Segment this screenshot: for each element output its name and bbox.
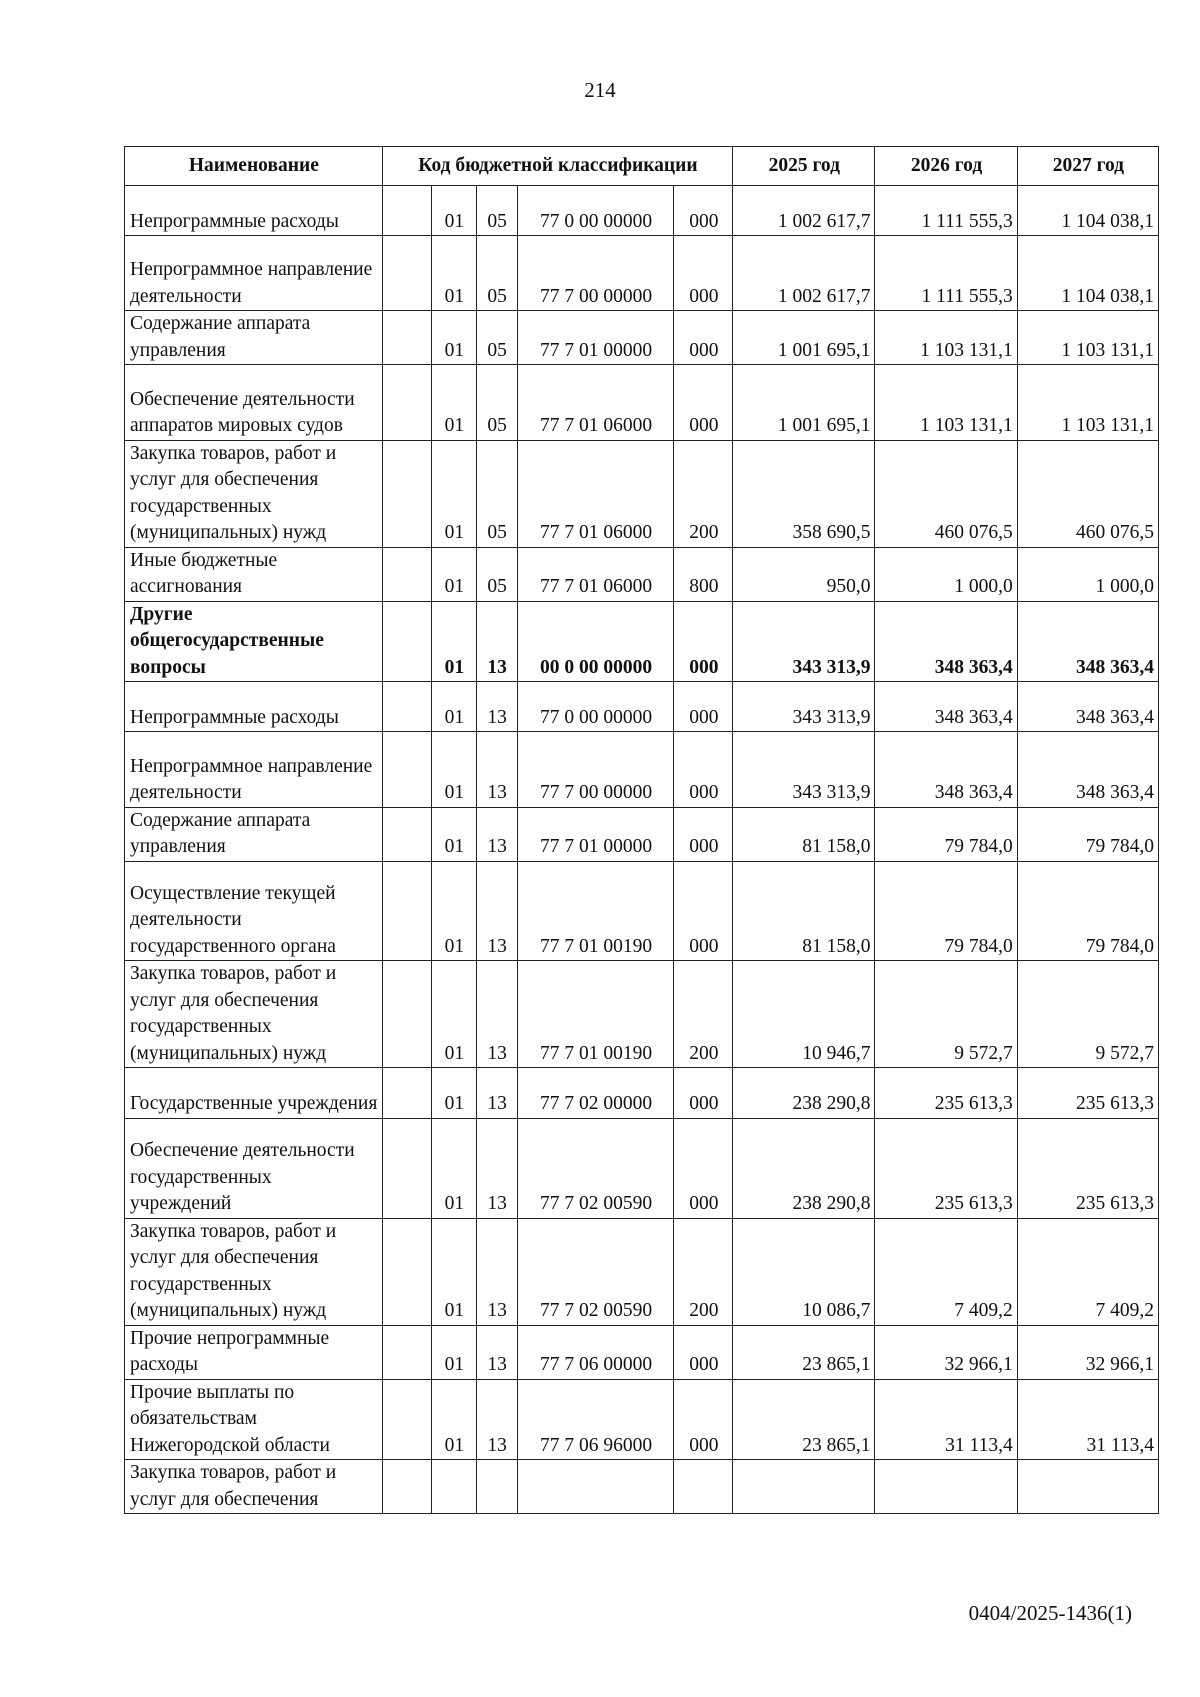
row-value-2025: 343 313,9 <box>733 732 875 807</box>
row-value-2025: 343 313,9 <box>733 682 875 732</box>
row-value-2027: 32 966,1 <box>1017 1325 1158 1379</box>
table-row <box>125 961 1159 1068</box>
row-blank-cell <box>382 186 431 236</box>
row-value-2026: 235 613,3 <box>875 1068 1017 1118</box>
row-value-2026: 1 103 131,1 <box>875 311 1017 365</box>
table-row <box>125 440 1159 547</box>
table-row <box>125 547 1159 601</box>
table-row <box>125 311 1159 365</box>
row-blank-cell <box>382 1379 431 1460</box>
row-value-2027: 31 113,4 <box>1017 1379 1158 1460</box>
row-expense-type: 000 <box>674 807 733 861</box>
row-value-2027: 348 363,4 <box>1017 732 1158 807</box>
budget-table <box>124 146 1159 1514</box>
row-target-article <box>517 1460 674 1514</box>
row-section-code: 01 <box>432 1068 476 1118</box>
row-target-article: 77 7 06 00000 <box>517 1325 674 1379</box>
row-value-2025: 81 158,0 <box>733 807 875 861</box>
row-name: Содержание аппарата управления <box>125 807 383 861</box>
row-expense-type: 000 <box>674 186 733 236</box>
row-value-2027: 9 572,7 <box>1017 961 1158 1068</box>
row-value-2025: 23 865,1 <box>733 1325 875 1379</box>
table-row <box>125 601 1159 682</box>
row-value-2027: 235 613,3 <box>1017 1118 1158 1218</box>
page-number: 214 <box>584 78 616 102</box>
row-name: Непрограммное направление деятельности <box>125 732 383 807</box>
row-name: Государственные учреждения <box>125 1068 383 1118</box>
row-value-2026: 348 363,4 <box>875 682 1017 732</box>
row-expense-type: 000 <box>674 682 733 732</box>
row-value-2027: 235 613,3 <box>1017 1068 1158 1118</box>
row-target-article: 77 7 02 00590 <box>517 1218 674 1325</box>
row-section-code: 01 <box>432 807 476 861</box>
row-blank-cell <box>382 1325 431 1379</box>
row-expense-type: 000 <box>674 365 733 440</box>
row-name: Прочие выплаты по обязательствам Нижегородской области <box>125 1379 383 1460</box>
row-subsection-code: 13 <box>476 1379 517 1460</box>
row-subsection-code: 13 <box>476 861 517 961</box>
table-row <box>125 236 1159 311</box>
row-subsection-code: 05 <box>476 440 517 547</box>
table-header-row <box>125 147 1159 186</box>
table-row <box>125 682 1159 732</box>
table-body <box>125 186 1159 1514</box>
row-value-2026: 1 111 555,3 <box>875 236 1017 311</box>
row-section-code: 01 <box>432 547 476 601</box>
row-value-2026: 9 572,7 <box>875 961 1017 1068</box>
table-row <box>125 732 1159 807</box>
row-name: Закупка товаров, работ и услуг для обеспечения государственных (муниципальных) нужд <box>125 961 383 1068</box>
row-value-2026: 1 000,0 <box>875 547 1017 601</box>
row-blank-cell <box>382 682 431 732</box>
row-subsection-code: 13 <box>476 961 517 1068</box>
row-section-code: 01 <box>432 961 476 1068</box>
row-expense-type <box>674 1460 733 1514</box>
table-row <box>125 1118 1159 1218</box>
row-blank-cell <box>382 807 431 861</box>
row-value-2026: 32 966,1 <box>875 1325 1017 1379</box>
row-value-2027: 1 000,0 <box>1017 547 1158 601</box>
row-name: Закупка товаров, работ и услуг для обеспечения государственных (муниципальных) нужд <box>125 440 383 547</box>
header-name: Наименование <box>125 147 383 186</box>
row-name: Обеспечение деятельности аппаратов мировых судов <box>125 365 383 440</box>
row-name: Обеспечение деятельности государственных учреждений <box>125 1118 383 1218</box>
row-target-article: 77 7 00 00000 <box>517 236 674 311</box>
row-section-code: 01 <box>432 440 476 547</box>
table-row <box>125 365 1159 440</box>
row-expense-type: 000 <box>674 732 733 807</box>
table-row <box>125 861 1159 961</box>
row-value-2027: 1 104 038,1 <box>1017 236 1158 311</box>
row-expense-type: 000 <box>674 601 733 682</box>
row-value-2026: 79 784,0 <box>875 807 1017 861</box>
row-subsection-code <box>476 1460 517 1514</box>
header-2025: 2025 год <box>733 147 875 186</box>
row-value-2026: 1 103 131,1 <box>875 365 1017 440</box>
row-value-2025: 238 290,8 <box>733 1118 875 1218</box>
row-value-2026: 348 363,4 <box>875 732 1017 807</box>
row-blank-cell <box>382 311 431 365</box>
row-target-article: 77 0 00 00000 <box>517 186 674 236</box>
row-section-code: 01 <box>432 682 476 732</box>
row-target-article: 77 7 02 00590 <box>517 1118 674 1218</box>
row-value-2025: 238 290,8 <box>733 1068 875 1118</box>
row-subsection-code: 13 <box>476 807 517 861</box>
row-value-2027: 1 103 131,1 <box>1017 365 1158 440</box>
row-value-2027: 348 363,4 <box>1017 601 1158 682</box>
row-expense-type: 200 <box>674 1218 733 1325</box>
row-subsection-code: 13 <box>476 732 517 807</box>
row-blank-cell <box>382 732 431 807</box>
row-section-code: 01 <box>432 1118 476 1218</box>
table-row <box>125 1325 1159 1379</box>
row-blank-cell <box>382 961 431 1068</box>
row-subsection-code: 05 <box>476 311 517 365</box>
row-subsection-code: 05 <box>476 236 517 311</box>
row-subsection-code: 05 <box>476 186 517 236</box>
row-value-2026: 79 784,0 <box>875 861 1017 961</box>
row-expense-type: 000 <box>674 1068 733 1118</box>
row-value-2025: 1 002 617,7 <box>733 186 875 236</box>
row-section-code: 01 <box>432 365 476 440</box>
row-expense-type: 200 <box>674 961 733 1068</box>
header-code: Код бюджетной классификации <box>382 147 732 186</box>
row-value-2027: 79 784,0 <box>1017 807 1158 861</box>
row-target-article: 77 7 01 06000 <box>517 547 674 601</box>
row-blank-cell <box>382 236 431 311</box>
row-section-code: 01 <box>432 732 476 807</box>
row-blank-cell <box>382 1068 431 1118</box>
row-value-2025 <box>733 1460 875 1514</box>
row-value-2026: 348 363,4 <box>875 601 1017 682</box>
row-subsection-code: 13 <box>476 1068 517 1118</box>
table-row <box>125 1379 1159 1460</box>
row-blank-cell <box>382 1218 431 1325</box>
row-blank-cell <box>382 1118 431 1218</box>
row-value-2027: 460 076,5 <box>1017 440 1158 547</box>
row-target-article: 77 7 02 00000 <box>517 1068 674 1118</box>
row-value-2025: 358 690,5 <box>733 440 875 547</box>
row-section-code: 01 <box>432 1379 476 1460</box>
row-section-code: 01 <box>432 186 476 236</box>
row-target-article: 77 7 01 06000 <box>517 440 674 547</box>
row-value-2025: 10 946,7 <box>733 961 875 1068</box>
row-section-code: 01 <box>432 311 476 365</box>
row-target-article: 77 7 00 00000 <box>517 732 674 807</box>
row-blank-cell <box>382 1460 431 1514</box>
row-section-code: 01 <box>432 236 476 311</box>
row-value-2026 <box>875 1460 1017 1514</box>
document-code: 0404/2025-1436(1) <box>968 1601 1132 1625</box>
row-value-2025: 10 086,7 <box>733 1218 875 1325</box>
row-name: Непрограммные расходы <box>125 186 383 236</box>
row-value-2026: 460 076,5 <box>875 440 1017 547</box>
row-value-2027: 1 104 038,1 <box>1017 186 1158 236</box>
row-value-2027 <box>1017 1460 1158 1514</box>
row-expense-type: 000 <box>674 861 733 961</box>
row-blank-cell <box>382 547 431 601</box>
row-section-code <box>432 1460 476 1514</box>
row-value-2025: 81 158,0 <box>733 861 875 961</box>
row-blank-cell <box>382 601 431 682</box>
row-subsection-code: 13 <box>476 601 517 682</box>
row-name: Осуществление текущей деятельности государственного органа <box>125 861 383 961</box>
table-row <box>125 1460 1159 1514</box>
row-value-2026: 31 113,4 <box>875 1379 1017 1460</box>
row-name: Непрограммное направление деятельности <box>125 236 383 311</box>
row-section-code: 01 <box>432 1325 476 1379</box>
header-2027: 2027 год <box>1017 147 1158 186</box>
row-target-article: 00 0 00 00000 <box>517 601 674 682</box>
row-name: Закупка товаров, работ и услуг для обеспечения государственных (муниципальных) нужд <box>125 1218 383 1325</box>
row-value-2026: 1 111 555,3 <box>875 186 1017 236</box>
row-expense-type: 000 <box>674 1118 733 1218</box>
row-blank-cell <box>382 861 431 961</box>
row-subsection-code: 13 <box>476 1118 517 1218</box>
row-name: Другие общегосударственные вопросы <box>125 601 383 682</box>
row-value-2026: 7 409,2 <box>875 1218 1017 1325</box>
row-target-article: 77 0 00 00000 <box>517 682 674 732</box>
row-expense-type: 000 <box>674 1379 733 1460</box>
row-section-code: 01 <box>432 1218 476 1325</box>
row-target-article: 77 7 01 00190 <box>517 961 674 1068</box>
row-name: Непрограммные расходы <box>125 682 383 732</box>
row-blank-cell <box>382 365 431 440</box>
row-section-code: 01 <box>432 861 476 961</box>
table-row <box>125 1068 1159 1118</box>
row-value-2025: 1 001 695,1 <box>733 311 875 365</box>
row-subsection-code: 05 <box>476 547 517 601</box>
table-row <box>125 807 1159 861</box>
row-value-2027: 348 363,4 <box>1017 682 1158 732</box>
row-subsection-code: 13 <box>476 1325 517 1379</box>
row-expense-type: 800 <box>674 547 733 601</box>
row-target-article: 77 7 01 00000 <box>517 311 674 365</box>
row-name: Содержание аппарата управления <box>125 311 383 365</box>
row-value-2027: 79 784,0 <box>1017 861 1158 961</box>
row-section-code: 01 <box>432 601 476 682</box>
table-row <box>125 1218 1159 1325</box>
row-value-2025: 950,0 <box>733 547 875 601</box>
row-value-2025: 1 001 695,1 <box>733 365 875 440</box>
row-expense-type: 000 <box>674 311 733 365</box>
row-target-article: 77 7 01 00000 <box>517 807 674 861</box>
row-value-2026: 235 613,3 <box>875 1118 1017 1218</box>
row-name: Иные бюджетные ассигнования <box>125 547 383 601</box>
row-subsection-code: 13 <box>476 682 517 732</box>
table-row <box>125 186 1159 236</box>
header-2026: 2026 год <box>875 147 1017 186</box>
row-name: Закупка товаров, работ и услуг для обеспечения <box>125 1460 383 1514</box>
row-value-2025: 1 002 617,7 <box>733 236 875 311</box>
row-target-article: 77 7 01 06000 <box>517 365 674 440</box>
row-subsection-code: 13 <box>476 1218 517 1325</box>
row-expense-type: 000 <box>674 1325 733 1379</box>
row-subsection-code: 05 <box>476 365 517 440</box>
row-target-article: 77 7 01 00190 <box>517 861 674 961</box>
row-value-2027: 1 103 131,1 <box>1017 311 1158 365</box>
row-target-article: 77 7 06 96000 <box>517 1379 674 1460</box>
row-name: Прочие непрограммные расходы <box>125 1325 383 1379</box>
row-expense-type: 000 <box>674 236 733 311</box>
row-blank-cell <box>382 440 431 547</box>
row-value-2025: 343 313,9 <box>733 601 875 682</box>
row-expense-type: 200 <box>674 440 733 547</box>
row-value-2025: 23 865,1 <box>733 1379 875 1460</box>
row-value-2027: 7 409,2 <box>1017 1218 1158 1325</box>
